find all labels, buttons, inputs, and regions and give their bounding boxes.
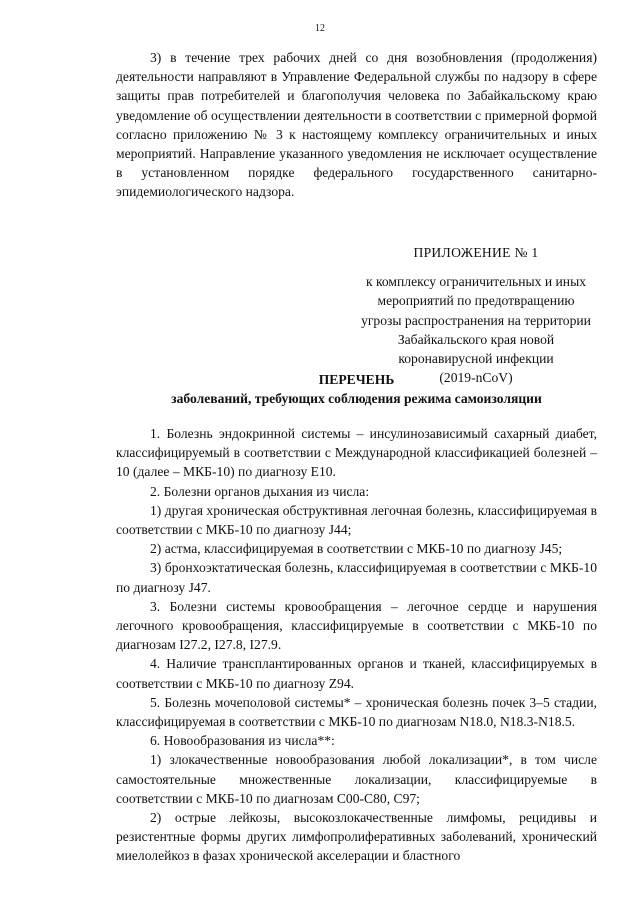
list-item: 1) злокачественные новообразования любой локализации*, в том числе самостоятельные множественные локализации, классифицируемые в соответствии с МКБ-10 по диагнозам C00-C80, C97; <box>116 752 597 806</box>
appendix-line: (2019-nCoV) <box>439 370 513 386</box>
list-item: 3) бронхоэктатическая болезнь, классифицируемая в соответствии с МКБ-10 по диагнозу J47. <box>116 560 597 595</box>
list-item: 2) острые лейкозы, высокозлокачественные лимфомы, рецидивы и резистентные формы других лимфопролиферативных заболеваний, хронический миелолейкоз в фазах хронической акселерации и бластного <box>116 810 597 864</box>
appendix-heading: ПРИЛОЖЕНИЕ № 1 <box>413 245 539 260</box>
list-subtitle: заболеваний, требующих соблюдения режима самоизоляции <box>171 391 542 406</box>
list-item: 2) астма, классифицируемая в соответствии с МКБ-10 по диагнозу J45; <box>150 541 563 557</box>
list-item: 6. Новообразования из числа**: <box>150 733 335 749</box>
intro-section <box>116 48 597 202</box>
appendix-line: Забайкальского края новой <box>397 331 555 347</box>
list-item: 5. Болезнь мочеполовой системы* – хроническая болезнь почек 3–5 стадии, классифицируемая в соответствии с МКБ-10 по диагнозам N18.0, N18.3-N18.5. <box>116 694 597 730</box>
intro-paragraph: 3) в течение трех рабочих дней со дня возобновления (продолжения) деятельности направляют в Управление Федеральной службы по надзору в сфере защиты прав потребителей и благополучия человека по Забайкальскому краю уведомление об осуществлении деятельности в соответствии с примерной формой согласно приложению № 3 к настоящему комплексу ограничительных и иных мероприятий. Направление указанного уведомления не исключает осуществление в установленном порядке федерального государственного санитарно-эпидемиологического надзора. <box>116 50 597 200</box>
appendix-line: к комплексу ограничительных и иных <box>365 274 587 290</box>
page-number: 12 <box>315 23 325 34</box>
list-title: ПЕРЕЧЕНЬ <box>318 372 395 387</box>
list-item: 1. Болезнь эндокринной системы – инсулинозависимый сахарный диабет, классифицируемый в соответствии с Международной классификацией болезней – 10 (далее – МКБ-10) по диагнозу E10. <box>116 426 597 480</box>
appendix-header <box>356 243 596 387</box>
list-item: 1) другая хроническая обструктивная легочная болезнь, классифицируемая в соответствии с МКБ-10 по диагнозу J44; <box>116 502 597 538</box>
appendix-line: угрозы распространения на территории <box>361 312 591 328</box>
appendix-line: коронавирусной инфекции <box>398 351 554 367</box>
list-item: 3. Болезни системы кровообращения – легочное сердце и нарушения легочного кровообращения, классифицируемые в соответствии с МКБ-10 по диагнозам I27.2, I27.8, I27.9. <box>116 598 597 653</box>
disease-list <box>116 424 597 866</box>
appendix-line: мероприятий по предотвращению <box>377 293 575 309</box>
list-item: 4. Наличие трансплантированных органов и тканей, классифицируемых в соответствии с МКБ-10 по диагнозу Z94. <box>116 656 597 691</box>
list-item: 2. Болезни органов дыхания из числа: <box>150 483 370 499</box>
